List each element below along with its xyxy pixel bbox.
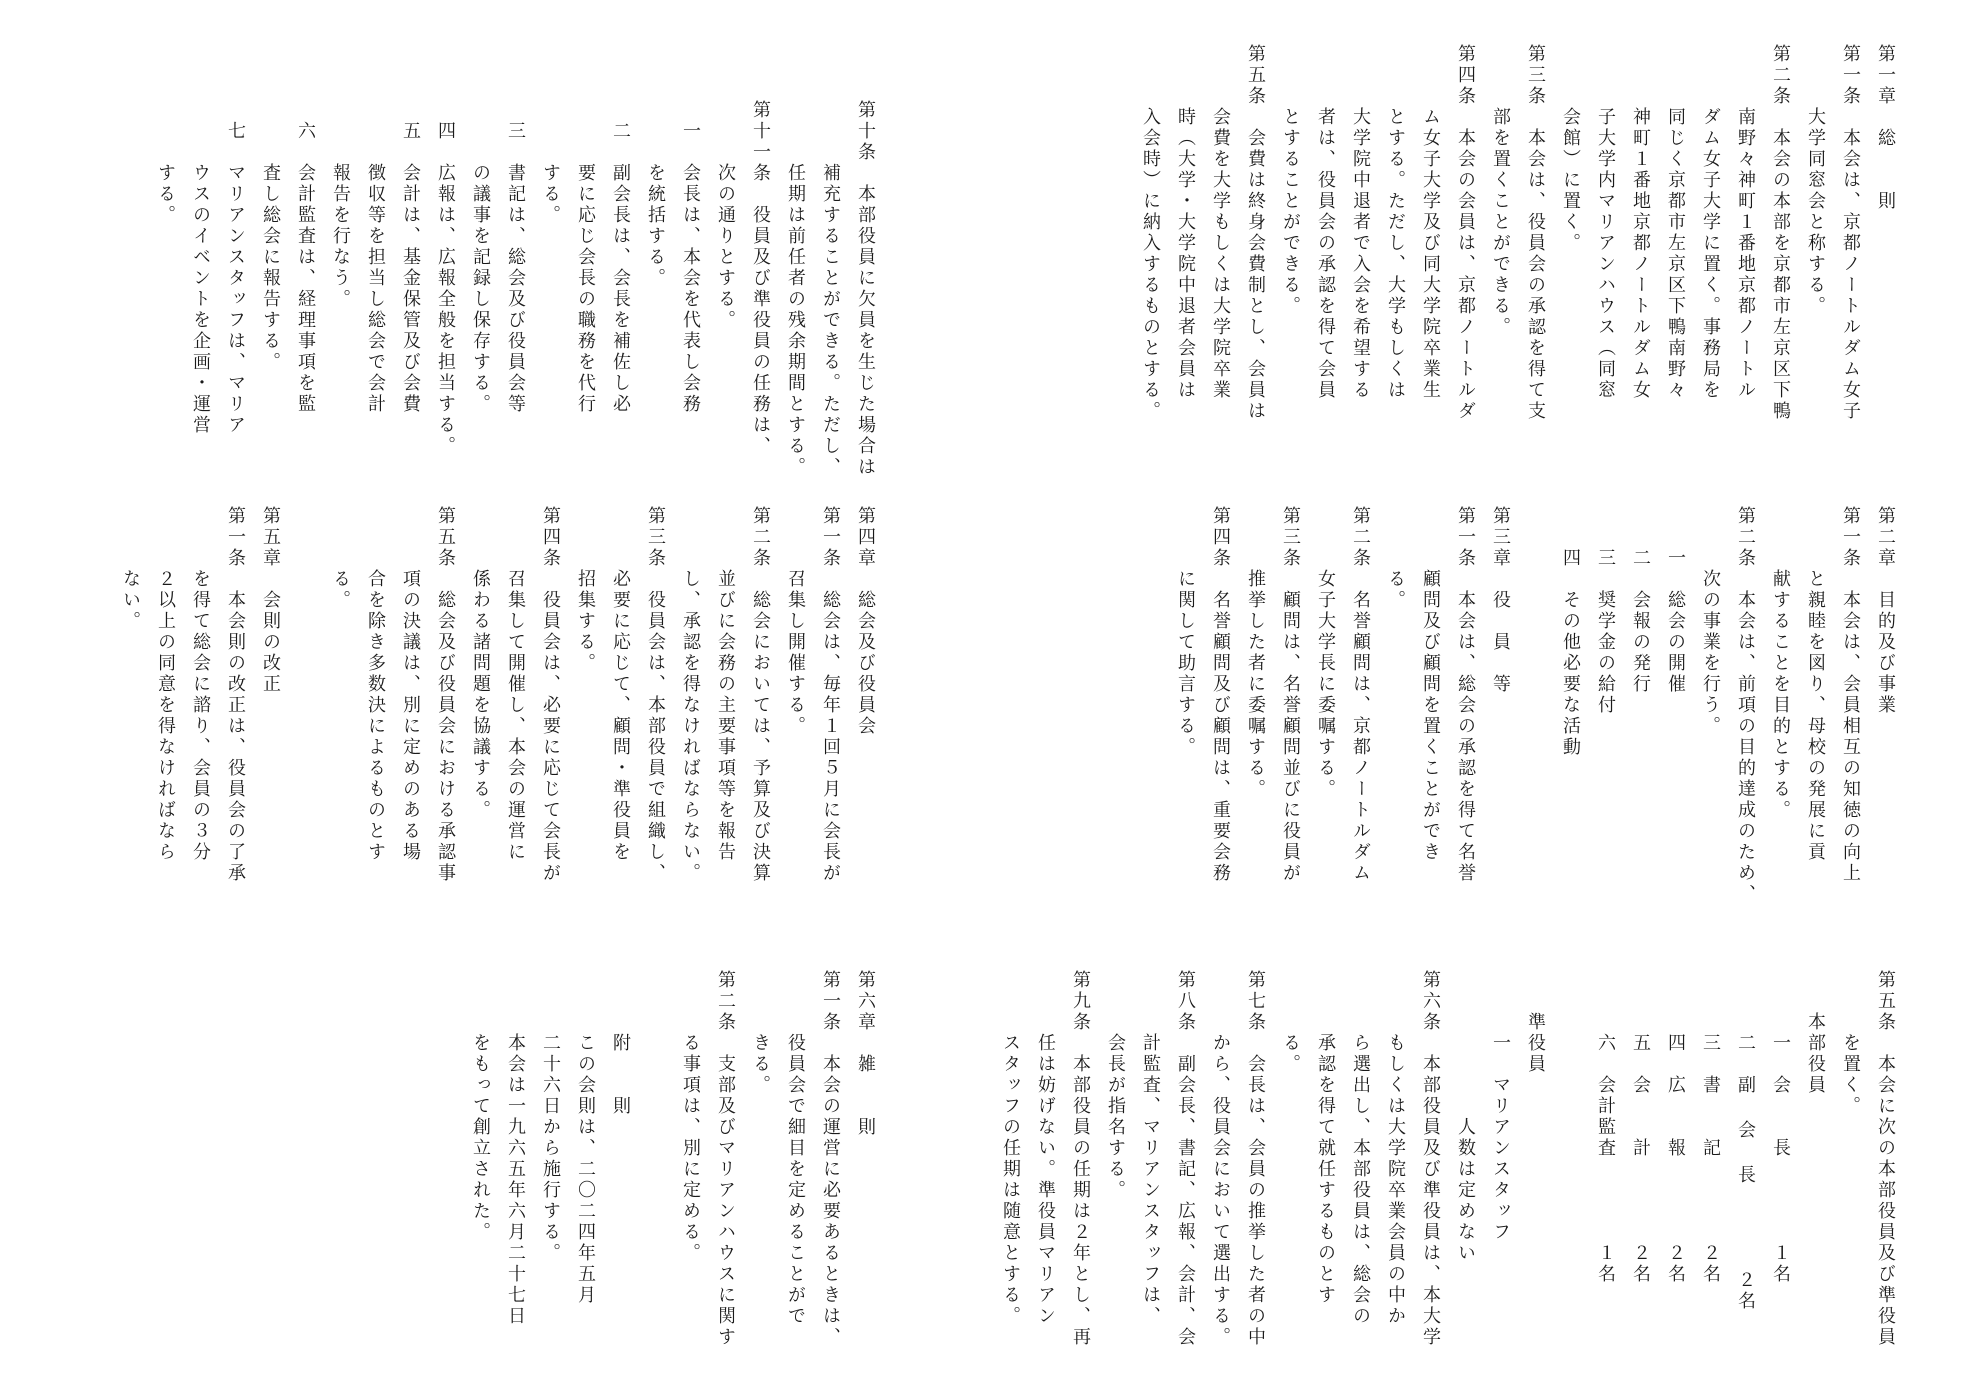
text-line: 二 副 会 長 ２名 — [1735, 970, 1756, 1312]
text-line: 神町１番地京都ノートルダム女 — [1630, 44, 1651, 401]
text-line: 本会は一九六五年六月二十七日 — [505, 970, 526, 1327]
text-line: を置く。 — [1840, 970, 1861, 1117]
text-line: ない。 — [120, 506, 141, 632]
text-line: 三 奨学金の給付 — [1595, 506, 1616, 716]
text-line: を得て総会に諮り、会員の３分 — [190, 506, 211, 863]
text-block-chapter4-5 — [113, 506, 883, 976]
text-line: ム女子大学及び同大学院卒業生 — [1420, 44, 1441, 401]
text-line: から、役員会において選出する。 — [1210, 970, 1231, 1348]
text-line: 招集する。 — [575, 506, 596, 674]
text-line: 入会時）に納入するものとする。 — [1140, 44, 1161, 422]
text-line: 任は妨げない。準役員マリアン — [1035, 970, 1056, 1327]
text-line: 召集して開催し、本会の運営に — [505, 506, 526, 863]
text-line: 召集し開催する。 — [785, 506, 806, 737]
text-line: を統括する。 — [645, 100, 666, 289]
text-line: 第一条 本会は、総会の承認を得て名誉 — [1455, 506, 1476, 884]
text-line: 第五条 本会に次の本部役員及び準役員 — [1875, 970, 1896, 1348]
text-block-chapter6 — [463, 970, 883, 1370]
text-line: 第十一条 役員及び準役員の任務は、 — [750, 100, 771, 457]
text-block-chapter2-3 — [1168, 506, 1903, 976]
text-line: る。 — [330, 506, 351, 611]
text-line — [638, 970, 673, 1370]
text-line: 第三条 本会は、役員会の承認を得て支 — [1525, 44, 1546, 422]
text-line: ダム女子大学に置く。事務局を — [1700, 44, 1721, 401]
text-line: 準役員 — [1525, 970, 1546, 1075]
text-line: 必要に応じて、顧問・準役員を — [610, 506, 631, 863]
text-line: 第五条 総会及び役員会における承認事 — [435, 506, 456, 884]
text-line: をもって創立された。 — [470, 970, 491, 1243]
text-line: 第一章 総 則 — [1875, 44, 1896, 212]
text-line: 第三条 顧問は、名誉顧問並びに役員が — [1280, 506, 1301, 884]
text-line: 次の通りとする。 — [715, 100, 736, 331]
text-block-officers — [993, 970, 1903, 1370]
text-line: 同じく京都市左京区下鴨南野々 — [1665, 44, 1686, 401]
text-line: 合を除き多数決によるものとす — [365, 506, 386, 863]
text-line: る。 — [1385, 506, 1406, 611]
text-line: 第六章 雑 則 — [855, 970, 876, 1138]
text-line: 時（大学・大学院中退者会員は — [1175, 44, 1196, 401]
text-line: 人数は定めない — [1455, 970, 1476, 1264]
text-line: 第四条 本会の会員は、京都ノートルダ — [1455, 44, 1476, 422]
text-line: 第二条 支部及びマリアンハウスに関す — [715, 970, 736, 1348]
text-line: 四 広報は、広報全般を担当する。 — [435, 100, 456, 457]
text-line: 会長が指名する。 — [1105, 970, 1126, 1201]
text-line: する。 — [540, 100, 561, 226]
text-line — [1553, 970, 1588, 1370]
text-line: 二 副会長は、会長を補佐し必 — [610, 100, 631, 415]
text-line: 第二条 本会の本部を京都市左京区下鴨 — [1770, 44, 1791, 422]
text-line: 大学院中退者で入会を希望する — [1350, 44, 1371, 401]
text-line: 報告を行なう。 — [330, 100, 351, 310]
text-line: 項の決議は、別に定めのある場 — [400, 506, 421, 863]
text-line: 本部役員 — [1805, 970, 1826, 1096]
text-line — [1518, 506, 1553, 976]
text-line: 女子大学長に委嘱する。 — [1315, 506, 1336, 800]
text-line: 計監査、マリアンスタッフは、 — [1140, 970, 1161, 1327]
text-line: 第八条 副会長、書記、広報、会計、会 — [1175, 970, 1196, 1348]
text-line: 部を置くことができる。 — [1490, 44, 1511, 338]
text-line: 第六条 本部役員及び準役員は、本大学 — [1420, 970, 1441, 1348]
text-line: 第二条 名誉顧問は、京都ノートルダム — [1350, 506, 1371, 884]
text-line: 第二章 目的及び事業 — [1875, 506, 1896, 716]
text-line: る事項は、別に定める。 — [680, 970, 701, 1264]
text-line: 顧問及び顧問を置くことができ — [1420, 506, 1441, 863]
text-line: 要に応じ会長の職務を代行 — [575, 100, 596, 415]
text-line: 一 マリアンスタッフ — [1490, 970, 1511, 1243]
text-line: 会費を大学もしくは大学院卒業 — [1210, 44, 1231, 401]
text-line: 第一条 本会は、京都ノートルダム女子 — [1840, 44, 1861, 422]
text-line: 大学同窓会と称する。 — [1805, 44, 1826, 317]
text-line: 四 その他必要な活動 — [1560, 506, 1581, 758]
text-line: 第一条 本会は、会員相互の知徳の向上 — [1840, 506, 1861, 884]
text-line: とする。ただし、大学もしくは — [1385, 44, 1406, 401]
text-line — [288, 506, 323, 976]
text-line: 任期は前任者の残余期間とする。 — [785, 100, 806, 478]
text-line: 六 会計監査 １名 — [1595, 970, 1616, 1285]
text-line: 第一条 本会の運営に必要あるときは、 — [820, 970, 841, 1348]
text-line: 第二条 総会においては、予算及び決算 — [750, 506, 771, 884]
text-line: 子大学内マリアンハウス（同窓 — [1595, 44, 1616, 401]
text-line: 推挙した者に委嘱する。 — [1245, 506, 1266, 800]
text-line: この会則は、二〇二四年五月 — [575, 970, 596, 1306]
text-line: 一 会長は、本会を代表し会務 — [680, 100, 701, 415]
text-line: 六 会計監査は、経理事項を監 — [295, 100, 316, 415]
text-line: 者は、役員会の承認を得て会員 — [1315, 44, 1336, 401]
text-line: 第一条 総会は、毎年１回５月に会長が — [820, 506, 841, 884]
text-block-chapter1 — [1133, 44, 1903, 514]
text-line: 二 会報の発行 — [1630, 506, 1651, 695]
text-line: し、承認を得なければならない。 — [680, 506, 701, 884]
text-line: 並びに会務の主要事項等を報告 — [715, 506, 736, 863]
text-line: 五 会計は、基金保管及び会費 — [400, 100, 421, 415]
text-line: きる。 — [750, 970, 771, 1096]
text-line: 第三章 役 員 等 — [1490, 506, 1511, 695]
text-line: 第四条 役員会は、必要に応じて会長が — [540, 506, 561, 884]
text-line: もしくは大学院卒業会員の中か — [1385, 970, 1406, 1327]
text-line: スタッフの任期は随意とする。 — [1000, 970, 1021, 1327]
text-line: 第三条 役員会は、本部役員で組織し、 — [645, 506, 666, 884]
text-line: 補充することができる。ただし、 — [820, 100, 841, 478]
text-line: 第七条 会長は、会員の推挙した者の中 — [1245, 970, 1266, 1348]
text-line: 第五条 会費は終身会費制とし、会員は — [1245, 44, 1266, 422]
text-line: 南野々神町１番地京都ノートル — [1735, 44, 1756, 401]
text-line: 七 マリアンスタッフは、マリア — [225, 100, 246, 436]
text-line: 献することを目的とする。 — [1770, 506, 1791, 821]
text-line: 一 会 長 １名 — [1770, 970, 1791, 1285]
text-line: 第二条 本会は、前項の目的達成のため、 — [1735, 506, 1756, 905]
text-line: 三 書 記 ２名 — [1700, 970, 1721, 1285]
text-line: 第一条 本会則の改正は、役員会の了承 — [225, 506, 246, 884]
text-line: 役員会で細目を定めることがで — [785, 970, 806, 1327]
text-line: 徴収等を担当し総会で会計 — [365, 100, 386, 415]
text-line: 第十条 本部役員に欠員を生じた場合は — [855, 100, 876, 478]
text-line: 一 総会の開催 — [1665, 506, 1686, 695]
text-line: る。 — [1280, 970, 1301, 1075]
text-line: 係わる諸問題を協議する。 — [470, 506, 491, 821]
text-line: に関して助言する。 — [1175, 506, 1196, 758]
text-line: の議事を記録し保存する。 — [470, 100, 491, 415]
text-line: 第九条 本部役員の任期は２年とし、再 — [1070, 970, 1091, 1348]
text-line: と親睦を図り、母校の発展に貢 — [1805, 506, 1826, 863]
text-line: 次の事業を行う。 — [1700, 506, 1721, 737]
text-line: 承認を得て就任するものとす — [1315, 970, 1336, 1306]
text-line: 第四条 名誉顧問及び顧問は、重要会務 — [1210, 506, 1231, 884]
text-line: 第四章 総会及び役員会 — [855, 506, 876, 737]
text-line: 会館）に置く。 — [1560, 44, 1581, 254]
text-line: とすることができる。 — [1280, 44, 1301, 317]
text-line: ウスのイベントを企画・運営 — [190, 100, 211, 436]
text-line: する。 — [155, 100, 176, 226]
text-line: ２以上の同意を得なければなら — [155, 506, 176, 863]
text-line: 第五章 会則の改正 — [260, 506, 281, 695]
text-line: 二十六日から施行する。 — [540, 970, 561, 1264]
text-line: 四 広 報 ２名 — [1665, 970, 1686, 1285]
text-line: ら選出し、本部役員は、総会の — [1350, 970, 1371, 1327]
text-line: 五 会 計 ２名 — [1630, 970, 1651, 1285]
text-line: 査し総会に報告する。 — [260, 100, 281, 373]
text-line: 附 則 — [610, 970, 631, 1117]
text-line: 三 書記は、総会及び役員会等 — [505, 100, 526, 415]
